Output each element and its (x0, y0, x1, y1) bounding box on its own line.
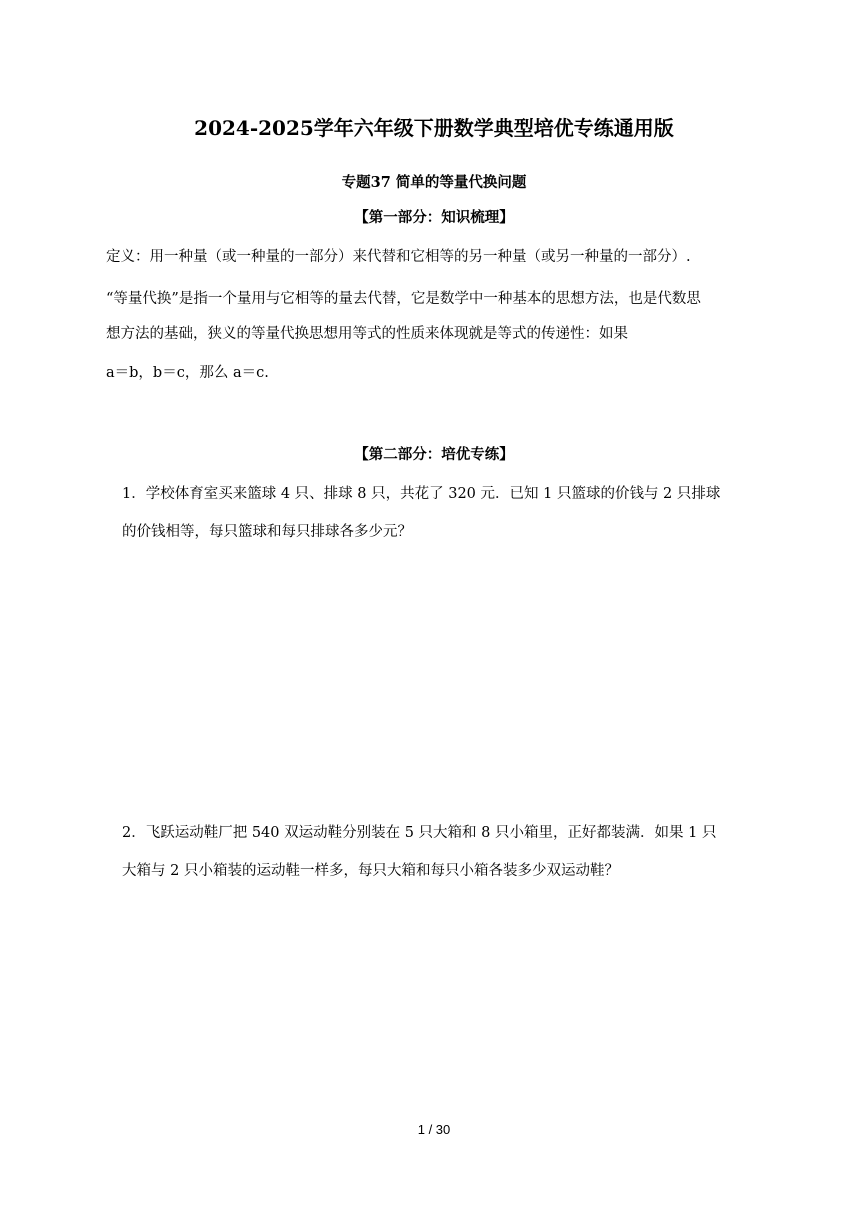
definition-line: 定义：用一种量（或一种量的一部分）来代替和它相等的另一种量（或另一种量的一部分）. (106, 249, 691, 265)
definition-formula: a＝b，b＝c，那么 a＝c. (106, 365, 269, 381)
question-1-line: 的价钱相等，每只篮球和每只排球各多少元？ (122, 524, 412, 540)
question-2-line: 2．飞跃运动鞋厂把 540 双运动鞋分别装在 5 只大箱和 8 只小箱里，正好都装满．如果 1 只 (122, 825, 717, 841)
question-1-line: 1．学校体育室买来篮球 4 只、排球 8 只，共花了 320 元．已知 1 只篮球的价钱与 2 只排球 (122, 486, 721, 502)
section-heading-knowledge: 【第一部分：知识梳理】 (354, 209, 514, 226)
section-heading-practice: 【第二部分：培优专练】 (354, 446, 514, 463)
page-title: 2024-2025学年六年级下册数学典型培优专练通用版 (194, 116, 674, 140)
definition-line: 想方法的基础，狭义的等量代换思想用等式的性质来体现就是等式的传递性：如果 (106, 326, 628, 342)
definition-line: “等量代换”是指一个量用与它相等的量去代替，它是数学中一种基本的思想方法，也是代数思 (106, 291, 701, 307)
question-2-line: 大箱与 2 只小箱装的运动鞋一样多，每只大箱和每只小箱各装多少双运动鞋？ (122, 863, 619, 879)
page-number: 1 / 30 (417, 1122, 451, 1137)
topic-subtitle: 专题37 简单的等量代换问题 (341, 174, 527, 191)
